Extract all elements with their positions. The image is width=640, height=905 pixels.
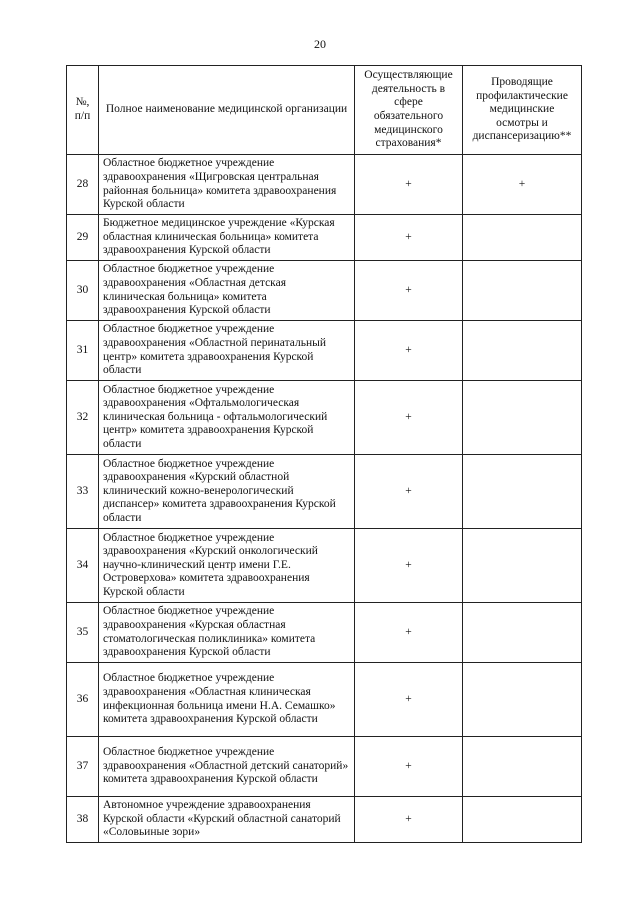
table-row	[67, 381, 582, 455]
oms-mark: +	[355, 663, 463, 737]
preventive-mark	[463, 663, 582, 737]
preventive-mark	[463, 215, 582, 261]
row-number: 35	[67, 603, 99, 663]
oms-mark: +	[355, 215, 463, 261]
preventive-mark	[463, 261, 582, 321]
header-number: №, п/п	[67, 66, 99, 155]
preventive-mark	[463, 603, 582, 663]
oms-mark: +	[355, 603, 463, 663]
table-row	[67, 529, 582, 603]
organization-name: Областное бюджетное учреждение здравоохранения «Курский онкологический научно-клинический центр имени Г.Е. Островерхова» комитета здравоохранения Курской области	[99, 529, 355, 603]
row-number: 29	[67, 215, 99, 261]
organizations-table	[66, 65, 582, 843]
preventive-mark	[463, 455, 582, 529]
organization-name: Бюджетное медицинское учреждение «Курская областная клиническая больница» комитета здравоохранения Курской области	[99, 215, 355, 261]
oms-mark: +	[355, 737, 463, 797]
table-header-row	[67, 66, 582, 155]
table-row	[67, 603, 582, 663]
table-row	[67, 663, 582, 737]
row-number: 33	[67, 455, 99, 529]
organization-name: Областное бюджетное учреждение здравоохранения «Областная детская клиническая больница» комитета здравоохранения Курской области	[99, 261, 355, 321]
page-number: 20	[314, 37, 326, 51]
organization-name: Областное бюджетное учреждение здравоохранения «Курский областной клинический кожно-венерологический диспансер» комитета здравоохранения Курской области	[99, 455, 355, 529]
oms-mark: +	[355, 797, 463, 843]
organization-name: Областное бюджетное учреждение здравоохранения «Курская областная стоматологическая поликлиника» комитета здравоохранения Курской области	[99, 603, 355, 663]
oms-mark: +	[355, 529, 463, 603]
table-row	[67, 261, 582, 321]
table-row	[67, 155, 582, 215]
table-row	[67, 737, 582, 797]
header-preventive-exams: Проводящие профилактические медицинские осмотры и диспансеризацию**	[463, 66, 582, 155]
organization-name: Автономное учреждение здравоохранения Курской области «Курский областной санаторий «Соловьиные зори»	[99, 797, 355, 843]
table-row	[67, 321, 582, 381]
preventive-mark: +	[463, 155, 582, 215]
oms-mark: +	[355, 381, 463, 455]
row-number: 31	[67, 321, 99, 381]
oms-mark: +	[355, 321, 463, 381]
table-row	[67, 797, 582, 843]
organization-name: Областное бюджетное учреждение здравоохранения «Областной перинатальный центр» комитета здравоохранения Курской области	[99, 321, 355, 381]
row-number: 37	[67, 737, 99, 797]
organization-name: Областное бюджетное учреждение здравоохранения «Офтальмологическая клиническая больница - офтальмологический центр» комитета здравоохранения Курской области	[99, 381, 355, 455]
oms-mark: +	[355, 455, 463, 529]
preventive-mark	[463, 797, 582, 843]
organization-name: Областное бюджетное учреждение здравоохранения «Областная клиническая инфекционная больница имени Н.А. Семашко» комитета здравоохранения Курской области	[99, 663, 355, 737]
table-row	[67, 455, 582, 529]
header-organization-name: Полное наименование медицинской организации	[99, 66, 355, 155]
organization-name: Областное бюджетное учреждение здравоохранения «Областной детский санаторий» комитета здравоохранения Курской области	[99, 737, 355, 797]
row-number: 34	[67, 529, 99, 603]
row-number: 36	[67, 663, 99, 737]
table-row	[67, 215, 582, 261]
oms-mark: +	[355, 155, 463, 215]
row-number: 30	[67, 261, 99, 321]
row-number: 32	[67, 381, 99, 455]
preventive-mark	[463, 529, 582, 603]
preventive-mark	[463, 321, 582, 381]
row-number: 28	[67, 155, 99, 215]
oms-mark: +	[355, 261, 463, 321]
header-oms-activity: Осуществляющие деятельность в сфере обязательного медицинского страхования*	[355, 66, 463, 155]
row-number: 38	[67, 797, 99, 843]
preventive-mark	[463, 737, 582, 797]
organization-name: Областное бюджетное учреждение здравоохранения «Щигровская центральная районная больница» комитета здравоохранения Курской области	[99, 155, 355, 215]
preventive-mark	[463, 381, 582, 455]
